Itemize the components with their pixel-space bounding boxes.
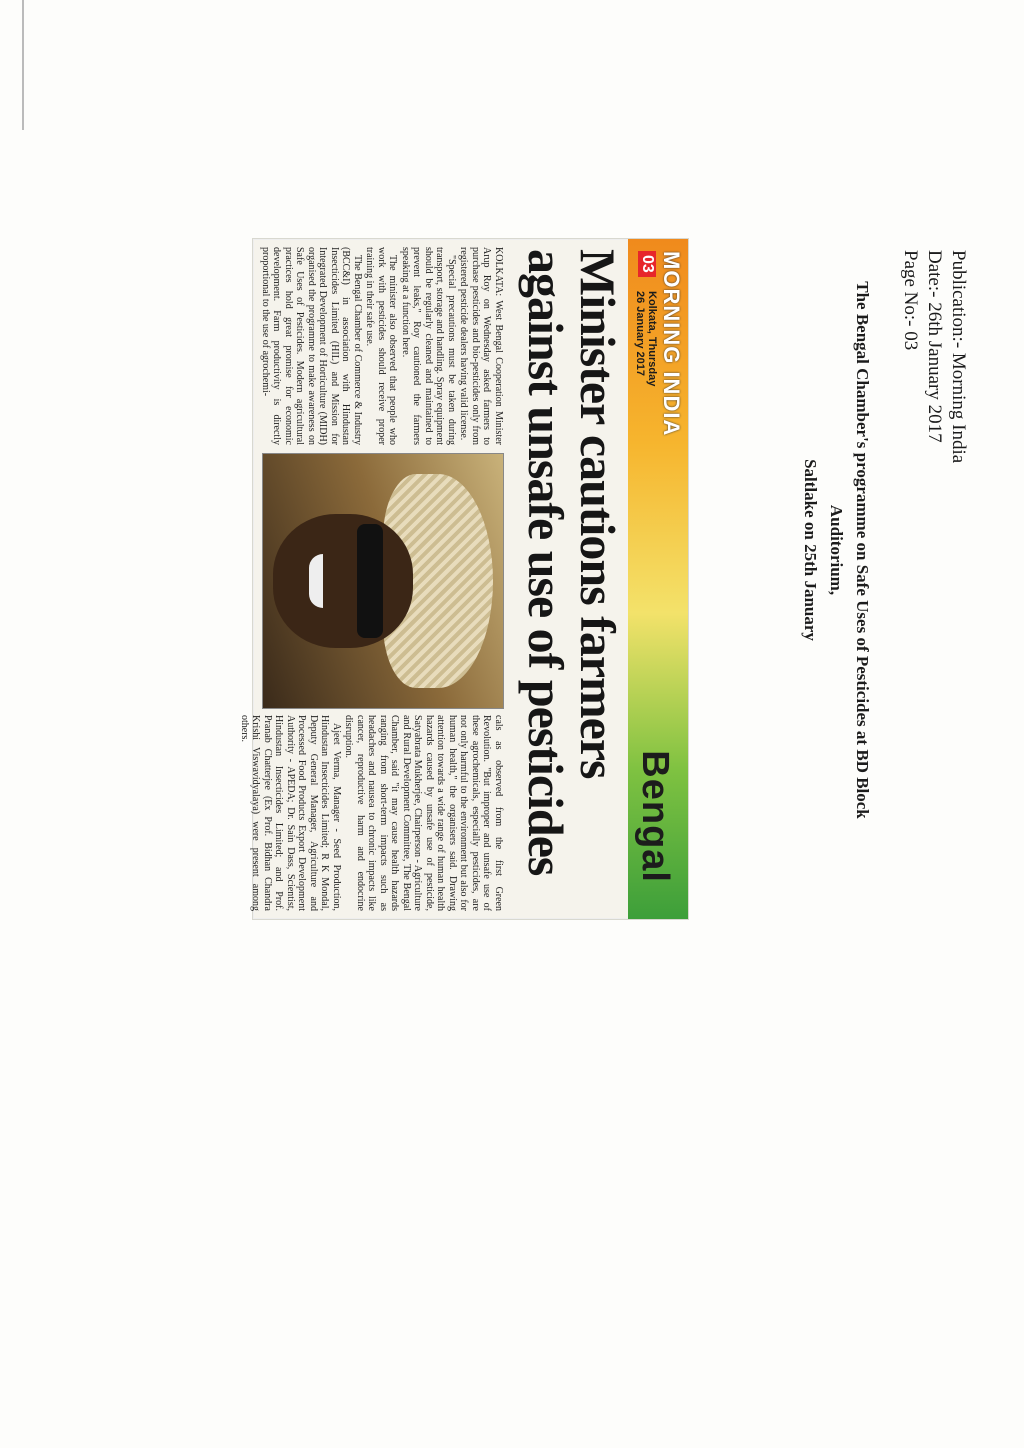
- publication-name: Publication:- Morning India: [948, 250, 969, 464]
- dateline-city: Kolkata, Thursday: [646, 291, 658, 387]
- headline: Minister cautions farmers against unsafe use of pesticides: [518, 249, 626, 876]
- masthead-band: [628, 239, 688, 919]
- section-label: Bengal: [634, 750, 676, 883]
- article-column-1: [259, 247, 505, 445]
- publication-info-block: [750, 250, 970, 850]
- minister-photo: [262, 453, 504, 709]
- dateline: [634, 291, 658, 386]
- masthead: MORNING INDIA: [659, 251, 684, 437]
- paragraph: cals as observed from the first Green Revolution. "But improper and unsafe use of these agrochemicals, especially pesticides, are not only harmful to the environment but also for human health," the organisers said. Drawing attention towards a wide range of human health hazards caused by unsafe use of pesticide, Satyabrata Mukherjee, Chairperson - Agriculture and Rural Development Committee, The Bengal Chamber, said "it may cause health hazards ranging from short-term impacts such as headaches and nausea to chronic impacts like cancer, reproductive harm and endocrine disruption.: [343, 715, 504, 911]
- caption-line-2: Saltlake on 25th January: [801, 459, 820, 641]
- paragraph: "Special precautions must be taken during transport, storage and handling. Spray equipment should be regularly cleaned and maintained to prevent leaks," Roy cautioned the farmers speaking at a function here.: [400, 247, 457, 445]
- face-shape: [273, 514, 413, 648]
- paragraph: Ajeet Verma, Manager - Seed Production, Hindustan Insecticides Limited; R K Mondal, Deputy General Manager, Agriculture and Processed Food Products Export Development Authority - APEDA; Dr. Sain Dass, Scientist, Hindustan Insecticides Limited; and Prof. Pranab Chatterjee (Ex Prof. Bidhan Chandra Krishi Viswavidyalaya) were present among others.: [239, 715, 342, 911]
- smile-shape: [309, 554, 323, 608]
- paragraph: KOLKATA: West Bengal Cooperation Minister Arup Roy on Wednesday asked farmers to purchase pesticides and bio-pesticides only from registered pesticide dealers having valid license.: [458, 247, 504, 445]
- newspaper-clipping: [239, 238, 689, 920]
- issue-number: 03: [638, 251, 656, 277]
- caption-line-1: The Bengal Chamber's programme on Safe Uses of Pesticides at BD Block Auditorium,: [827, 281, 872, 819]
- scan-edge: [0, 0, 24, 130]
- paragraph: The minister also observed that people who work with pesticides should receive proper training in their safe use.: [364, 247, 399, 445]
- publication-page: Page No:- 03: [900, 250, 921, 351]
- publication-date: Date:- 26th January 2017: [924, 250, 945, 443]
- dateline-date: 26 January 2017: [634, 291, 646, 377]
- article-column-2: [238, 715, 505, 911]
- paragraph: The Bengal Chamber of Commerce & Industry (BCC&I) in association with Hindustan Insecticides Limited (HIL) and Mission for Integrated Development of Horticulture (MIDH) organised the programme to make awareness on Safe Uses of Pesticides. Modern agricultural practices hold great promise for economic development. Farm productivity is directly proportional to the use of agrochemi-: [260, 247, 363, 445]
- sunglasses-shape: [357, 524, 383, 638]
- programme-caption: [797, 250, 875, 850]
